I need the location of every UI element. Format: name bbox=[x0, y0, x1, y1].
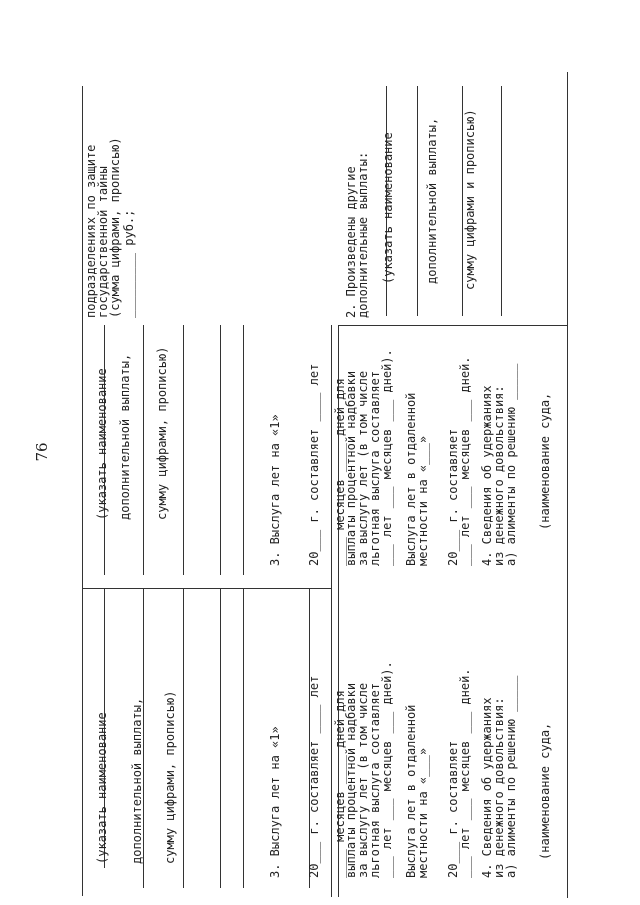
underline bbox=[501, 86, 502, 316]
col1-line: Выслуга лет в отдаленной bbox=[404, 704, 418, 878]
underline bbox=[220, 588, 221, 888]
col3-line: подразделениях по защите bbox=[84, 144, 98, 318]
col3-line: сумму цифрами и прописью) bbox=[463, 109, 477, 290]
col1-line: местности на «___» bbox=[416, 747, 430, 878]
col1-line: а) алименты по решению _____ bbox=[504, 675, 518, 878]
col3-line: (указать наименование bbox=[381, 132, 395, 284]
underline bbox=[183, 588, 184, 888]
col2-line: а) алименты по решению _____ bbox=[504, 363, 518, 566]
col1-line: за выслугу лет (в том числе bbox=[356, 682, 370, 878]
col1-line: льготная выслуга составляет bbox=[368, 682, 382, 878]
col3-line: (сумма цифрами, прописью) bbox=[108, 137, 122, 318]
table-border-left bbox=[82, 86, 83, 896]
row-divider-left bbox=[82, 588, 331, 589]
col2-line: местности на «___» bbox=[416, 435, 430, 566]
col2-line: (указать наименование bbox=[95, 368, 109, 520]
col3-line: дополнительной выплаты, bbox=[425, 117, 439, 284]
col1-line: (указать наименование bbox=[95, 712, 109, 864]
col2-line: сумму цифрами, прописью) bbox=[155, 346, 169, 520]
col2-line: дополнительной выплаты, bbox=[118, 353, 132, 520]
col2-line: 4. Сведения об удержаниях bbox=[480, 385, 494, 566]
col2-line: ___ лет ___ месяцев ___ дней. bbox=[458, 356, 472, 566]
col1-line: (наименование суда, bbox=[538, 722, 552, 860]
page-number: 76 bbox=[33, 442, 51, 462]
col2-line: Выслуга лет в отдаленной bbox=[404, 392, 418, 566]
col1-line: ___ лет ___ месяцев ___ дней). bbox=[380, 661, 394, 878]
col2-line: ___ лет ___ месяцев ___ дней). bbox=[380, 349, 394, 566]
col3-line: _________ руб.; bbox=[122, 209, 136, 318]
col2-line: 3. Выслуга лет на «1» bbox=[268, 414, 282, 566]
table-border-right bbox=[567, 72, 568, 898]
row-divider-mid bbox=[338, 325, 567, 326]
column-divider-1 bbox=[331, 325, 332, 897]
col2-line: ____ месяцев ____ дней для bbox=[333, 378, 347, 566]
col2-line: 20___ г. составляет bbox=[446, 428, 460, 566]
col3-line: 2. Произведены другие bbox=[344, 166, 358, 318]
col1-line: ___ лет ___ месяцев ___ дней. bbox=[458, 668, 472, 878]
col2-line: (наименование суда, bbox=[538, 392, 552, 530]
underline bbox=[143, 325, 144, 575]
col1-line: из денежного довольствия: bbox=[492, 697, 506, 878]
col1-line: 3. Выслуга лет на «1» bbox=[268, 726, 282, 878]
underline bbox=[220, 325, 221, 575]
col1-line: 20___ г. составляет bbox=[446, 740, 460, 878]
col2-line: за выслугу лет (в том числе bbox=[356, 370, 370, 566]
underline bbox=[183, 325, 184, 575]
col1-line: дополнительной выплаты, bbox=[130, 697, 144, 864]
col2-line: 20___ г. составляет ____ лет bbox=[307, 363, 321, 566]
col2-line: выплаты процентной надбавки bbox=[344, 370, 358, 566]
col1-line: выплаты процентной надбавки bbox=[344, 682, 358, 878]
col2-line: льготная выслуга составляет bbox=[368, 370, 382, 566]
underline bbox=[243, 588, 244, 888]
col1-line: 20___ г. составляет ____ лет bbox=[307, 675, 321, 878]
col3-line: государственной тайны bbox=[96, 166, 110, 318]
underline bbox=[417, 86, 418, 316]
col1-line: сумму цифрами, прописью) bbox=[163, 690, 177, 864]
col1-line: ____ месяцев ____ дней для bbox=[333, 690, 347, 878]
col1-line: 4. Сведения об удержаниях bbox=[480, 697, 494, 878]
col2-line: из денежного довольствия: bbox=[492, 385, 506, 566]
underline bbox=[243, 325, 244, 575]
col3-line: дополнительные выплаты: bbox=[356, 151, 370, 318]
